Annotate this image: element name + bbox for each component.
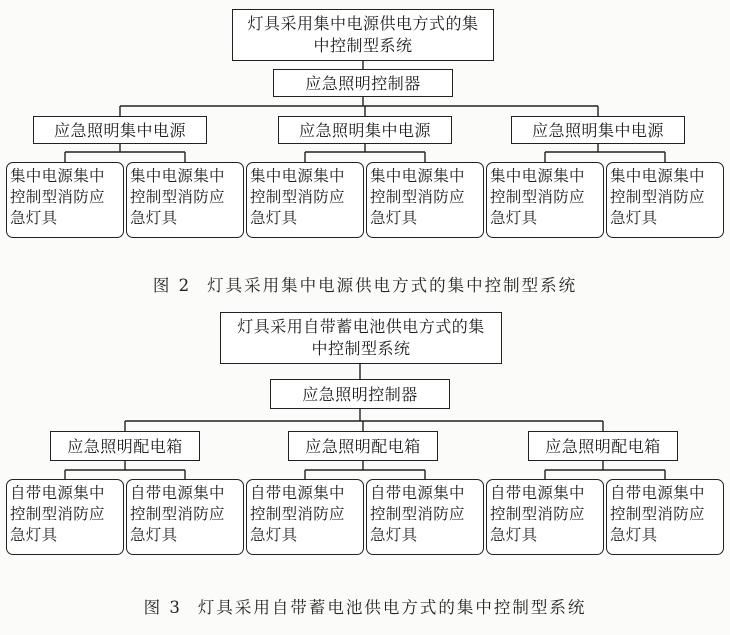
fig2-leaf-label-3a: 集中电源集中控制型消防应急灯具 (490, 167, 585, 227)
fig3-leaf-label-3a: 自带电源集中控制型消防应急灯具 (490, 484, 585, 544)
fig2-branch-label-1: 应急照明集中电源 (53, 120, 186, 140)
fig2-controller-label: 应急照明控制器 (305, 73, 421, 93)
fig3-leaf-label-1b: 自带电源集中控制型消防应急灯具 (130, 484, 225, 544)
fig2-branch-label-2: 应急照明集中电源 (298, 120, 431, 140)
fig2-caption-number: 图 2 (152, 276, 192, 295)
fig2-leaf-1a (6, 162, 124, 238)
fig3-leaf-3a (486, 479, 604, 555)
fig3-branch-label-3: 应急照明配电箱 (545, 436, 661, 456)
fig3-branch-box-3 (528, 431, 678, 461)
fig2-leaf-2a (246, 162, 364, 238)
fig2-caption (0, 272, 730, 296)
fig3-caption (0, 594, 730, 618)
fig2-leaf-3b (606, 162, 724, 238)
fig3-caption-text: 灯具采用自带蓄电池供电方式的集中控制型系统 (197, 598, 587, 617)
fig3-root-box (220, 312, 502, 364)
fig3-leaf-2b (366, 479, 484, 555)
fig2-leaf-1b (126, 162, 244, 238)
fig2-leaf-label-1b: 集中电源集中控制型消防应急灯具 (130, 167, 225, 227)
fig3-leaf-1a (6, 479, 124, 555)
fig2-leaf-label-1a: 集中电源集中控制型消防应急灯具 (10, 167, 105, 227)
fig3-branch-label-2: 应急照明配电箱 (305, 436, 421, 456)
fig3-leaf-3b (606, 479, 724, 555)
fig2-leaf-label-2a: 集中电源集中控制型消防应急灯具 (250, 167, 345, 227)
fig2-branch-box-3 (511, 116, 685, 144)
fig2-leaf-3a (486, 162, 604, 238)
fig2-branch-box-1 (33, 116, 207, 144)
fig3-root-label: 灯具采用自带蓄电池供电方式的集中控制型系统 (237, 317, 485, 358)
fig2-caption-text: 灯具采用集中电源供电方式的集中控制型系统 (207, 276, 578, 295)
fig3-leaf-label-2b: 自带电源集中控制型消防应急灯具 (370, 484, 465, 544)
fig2-branch-label-3: 应急照明集中电源 (531, 120, 664, 140)
fig3-leaf-label-3b: 自带电源集中控制型消防应急灯具 (610, 484, 705, 544)
fig3-caption-number: 图 3 (143, 598, 182, 617)
fig2-root-label: 灯具采用集中电源供电方式的集中控制型系统 (247, 14, 479, 55)
fig3-leaf-1b (126, 479, 244, 555)
fig2-leaf-2b (366, 162, 484, 238)
fig3-branch-label-1: 应急照明配电箱 (67, 436, 183, 456)
fig2-leaf-label-2b: 集中电源集中控制型消防应急灯具 (370, 167, 465, 227)
fig3-branch-box-1 (50, 431, 200, 461)
fig2-branch-box-2 (278, 116, 452, 144)
fig3-leaf-label-1a: 自带电源集中控制型消防应急灯具 (10, 484, 105, 544)
fig3-branch-box-2 (288, 431, 438, 461)
fig3-leaf-label-2a: 自带电源集中控制型消防应急灯具 (250, 484, 345, 544)
fig2-root-box (232, 9, 494, 61)
fig2-controller-box (273, 69, 453, 97)
fig2-leaf-label-3b: 集中电源集中控制型消防应急灯具 (610, 167, 705, 227)
fig3-controller-label: 应急照明控制器 (302, 384, 418, 404)
fig3-leaf-2a (246, 479, 364, 555)
fig3-controller-box (270, 379, 450, 409)
